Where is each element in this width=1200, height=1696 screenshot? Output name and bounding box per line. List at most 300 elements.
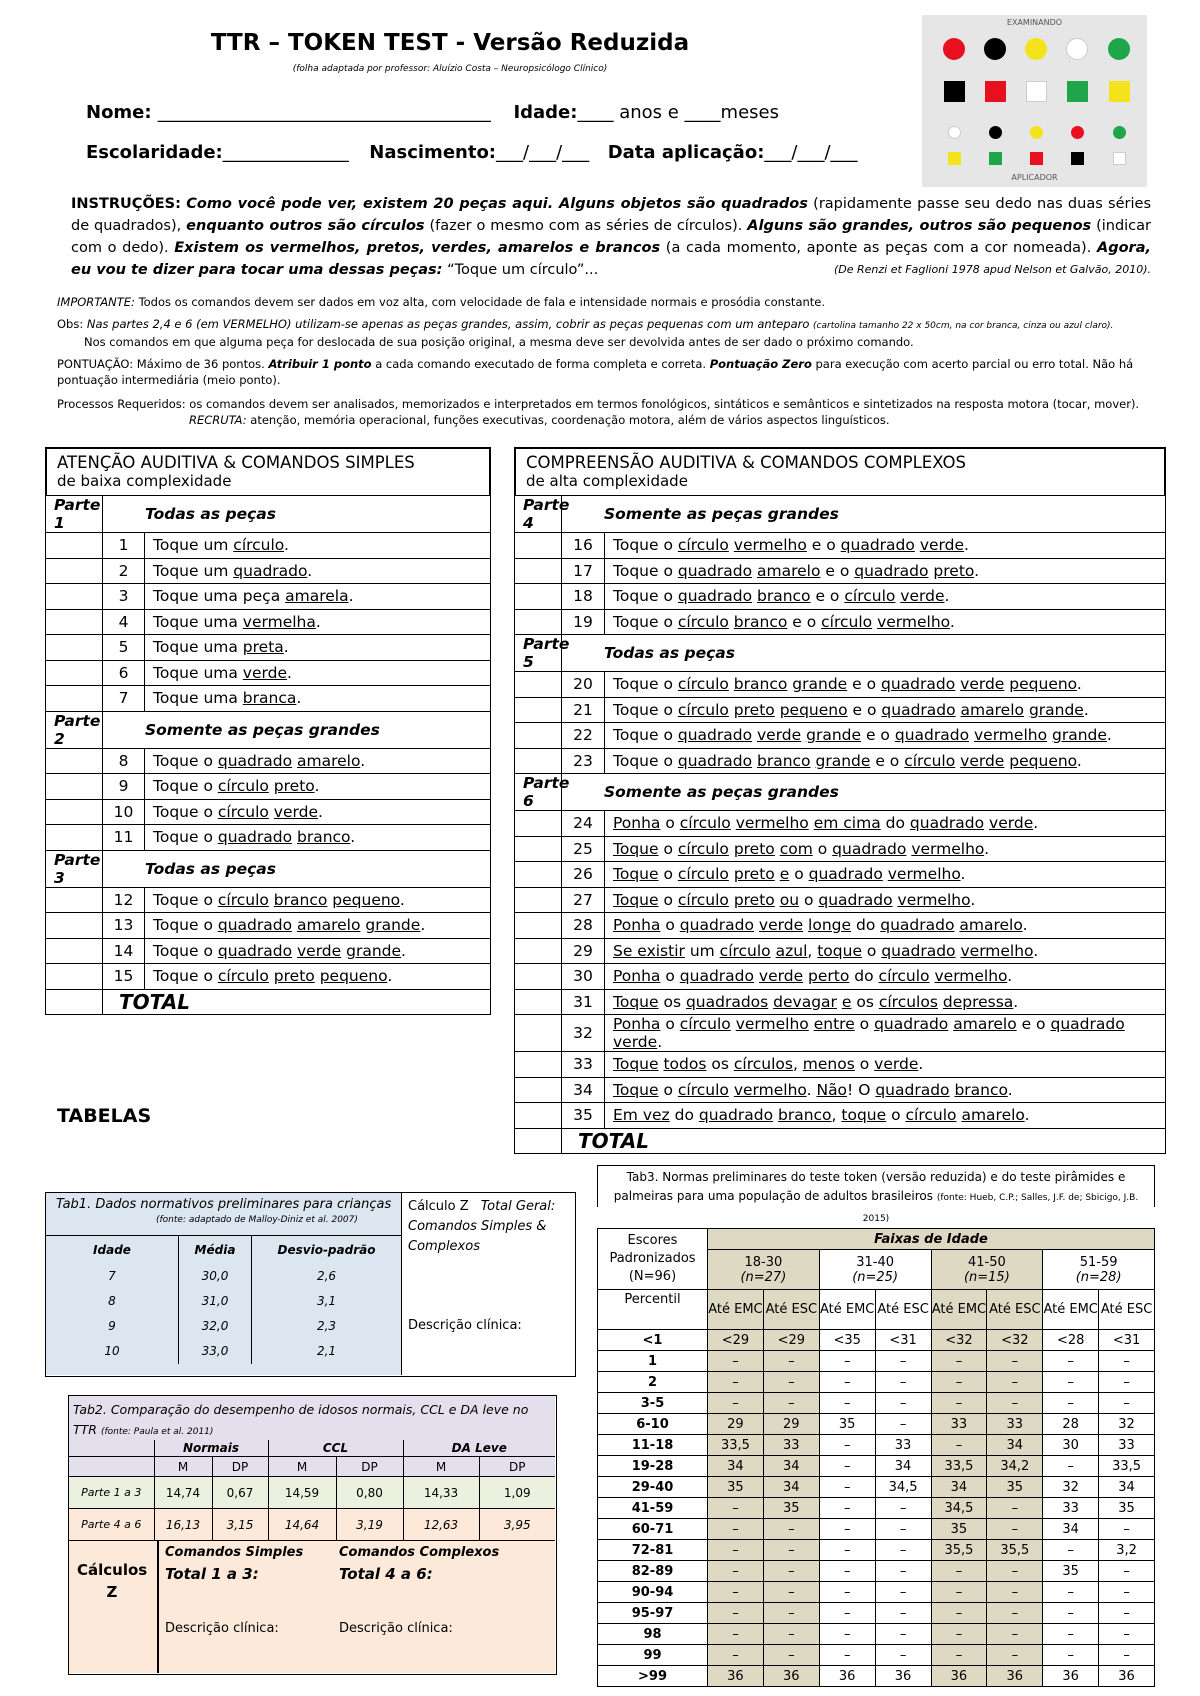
- tab3-cell: 33: [931, 1414, 987, 1435]
- tab3-cell: –: [819, 1603, 875, 1624]
- recruta-label: RECRUTA:: [189, 413, 247, 427]
- tab3-cell: –: [1043, 1351, 1099, 1372]
- tab3-cell: –: [1043, 1645, 1099, 1666]
- tab3-cell: 34: [875, 1456, 931, 1477]
- tab3-cell: –: [1043, 1582, 1099, 1603]
- simple-commands-section: [45, 447, 491, 1015]
- tab3-cell: –: [987, 1603, 1043, 1624]
- tab3-cell: 29: [708, 1414, 764, 1435]
- tab1-cell: 2,3: [316, 1319, 337, 1333]
- yellow-circle-token: [1030, 126, 1043, 139]
- nascimento-label: Nascimento:: [369, 142, 497, 163]
- tab1-cell: 7: [46, 1264, 179, 1289]
- tab3-cell: –: [1099, 1582, 1155, 1603]
- tab3-percentile-cell: >99: [598, 1666, 708, 1687]
- tab3-cell: –: [763, 1393, 819, 1414]
- instr-text-3: enquanto outros são círculos: [186, 218, 425, 234]
- tab1-cell: 9: [46, 1314, 179, 1339]
- tab3-cell: 36: [987, 1666, 1043, 1687]
- tab3-percentile-cell: 11-18: [598, 1435, 708, 1456]
- token-kit-figure: [922, 15, 1147, 187]
- important-text: Todos os comandos devem ser dados em voz alta, com velocidade de fala e intensidade normais e prosódia constante.: [138, 295, 826, 309]
- red-circle-token: [943, 38, 965, 60]
- complex-commands-section: [514, 447, 1166, 1154]
- green-square-token: [989, 152, 1002, 165]
- pont-4: Pontuação Zero: [709, 357, 812, 371]
- tab1-cell: 33,0: [179, 1339, 252, 1364]
- tab3-cell: –: [708, 1540, 764, 1561]
- tab3-row: [598, 1414, 1155, 1435]
- tab2-clin2: Descrição clínica:: [339, 1621, 453, 1636]
- simple-total: TOTAL: [103, 989, 491, 1015]
- tab3-cell: 36: [819, 1666, 875, 1687]
- tab3-row: [598, 1435, 1155, 1456]
- tab2-sub: M: [154, 1457, 212, 1477]
- tab3-cell: –: [931, 1435, 987, 1456]
- tab3-cell: –: [1043, 1456, 1099, 1477]
- tab3-percentile-cell: 29-40: [598, 1477, 708, 1498]
- tab2-sub: M: [403, 1457, 479, 1477]
- tab3-cell: 28: [1043, 1414, 1099, 1435]
- tab3-cell: –: [931, 1351, 987, 1372]
- tab3-cell: –: [987, 1582, 1043, 1603]
- tab3-cell: –: [875, 1603, 931, 1624]
- tab3-cell: 33,5: [1099, 1456, 1155, 1477]
- tab3-cell: 30: [1043, 1435, 1099, 1456]
- tab3-cell: 33: [987, 1414, 1043, 1435]
- tab3-row: [598, 1456, 1155, 1477]
- tab3-cell: –: [819, 1582, 875, 1603]
- tab3-cell: –: [987, 1372, 1043, 1393]
- tab3-cell: 34: [763, 1456, 819, 1477]
- tab3-cell: –: [763, 1519, 819, 1540]
- tab3-cell: 34: [708, 1456, 764, 1477]
- green-circle-token: [1108, 38, 1130, 60]
- tab3-cell: 35: [763, 1498, 819, 1519]
- yellow-square-token: [948, 152, 961, 165]
- tab3-cell: –: [708, 1603, 764, 1624]
- instr-text-5: Alguns são grandes, outros são pequenos: [747, 218, 1092, 234]
- tab3-cell: –: [763, 1603, 819, 1624]
- tab3-cell: –: [931, 1582, 987, 1603]
- tab3-row: [598, 1477, 1155, 1498]
- form-row-2: [86, 142, 858, 163]
- tab3-cell: 36: [931, 1666, 987, 1687]
- tab3-cell: –: [875, 1582, 931, 1603]
- tab3-cell: <31: [875, 1330, 931, 1351]
- tab3-cell: 36: [708, 1666, 764, 1687]
- simple-heading: ATENÇÃO AUDITIVA & COMANDOS SIMPLES: [57, 453, 415, 472]
- tab3-cell: 35: [708, 1477, 764, 1498]
- data-aplicacao-field[interactable]: ___/___/___: [764, 142, 858, 163]
- tab3-cell: –: [819, 1393, 875, 1414]
- tab3-cell: –: [931, 1624, 987, 1645]
- note-important: [57, 294, 1157, 310]
- tab3-cell: 36: [875, 1666, 931, 1687]
- tab3-cell: 36: [763, 1666, 819, 1687]
- tab3-cell: 32: [1099, 1414, 1155, 1435]
- obs-text-2: Nos comandos em que alguma peça for deslocada de sua posição original, a mesma deve ser devolvida antes de ser dado o próximo comando.: [84, 335, 914, 349]
- tab1-cell: 2,6: [316, 1269, 337, 1283]
- tab3-row: [598, 1582, 1155, 1603]
- nascimento-field[interactable]: ___/___/___: [496, 142, 590, 163]
- tab1-cell: 2,1: [316, 1344, 337, 1358]
- tab3-cell: –: [819, 1561, 875, 1582]
- instr-text-2: (rapidamente passe seu dedo nas duas séries de quadrados),: [71, 196, 1151, 234]
- tab2-cell: 14,33: [403, 1477, 479, 1509]
- tab3-escores: Escores Padronizados (N=96): [598, 1229, 708, 1290]
- obs-text: Nas partes 2,4 e 6 (em VERMELHO) utilizam-se apenas as peças grandes, assim, cobrir as peças pequenas com um anteparo: [86, 317, 810, 331]
- tab1-data: [46, 1193, 402, 1375]
- idade-field[interactable]: ____ anos e ____meses: [577, 102, 779, 123]
- tab3-row: [598, 1603, 1155, 1624]
- tab3-cell: –: [987, 1645, 1043, 1666]
- tab3-cell: –: [1099, 1351, 1155, 1372]
- tab2-sub: DP: [212, 1457, 268, 1477]
- tab3-cell: 35: [931, 1519, 987, 1540]
- tab3-cell: –: [875, 1624, 931, 1645]
- tab3-cell: –: [875, 1372, 931, 1393]
- nome-field[interactable]: _____________________________________: [157, 102, 491, 123]
- tab1-header: Desvio-padrão: [277, 1242, 376, 1257]
- tab2-sub: M: [268, 1457, 336, 1477]
- tab3-percentile-cell: <1: [598, 1330, 708, 1351]
- tab3-body: [598, 1330, 1155, 1687]
- tab3-row: [598, 1540, 1155, 1561]
- tab1-cell: 8: [46, 1289, 179, 1314]
- tab3-range: [931, 1250, 1043, 1290]
- tab3-cell: 34,2: [987, 1456, 1043, 1477]
- tab3-cell: 35: [819, 1414, 875, 1435]
- tab3-cell: –: [1043, 1372, 1099, 1393]
- white-circle-token: [1066, 38, 1088, 60]
- tab1-cell: 30,0: [179, 1264, 252, 1289]
- tab2-cell: 14,59: [268, 1477, 336, 1509]
- idade-label: Idade:: [513, 102, 578, 123]
- red-circle-token: [1071, 126, 1084, 139]
- tab3-cell: 36: [1099, 1666, 1155, 1687]
- tab3-cell: <28: [1043, 1330, 1099, 1351]
- tab3-cell: –: [819, 1519, 875, 1540]
- obs-small: (cartolina tamanho 22 x 50cm, na cor branca, cinza ou azul claro).: [813, 321, 1114, 331]
- tab3-cell: –: [819, 1477, 875, 1498]
- tab3-cell: –: [875, 1393, 931, 1414]
- black-square-token: [944, 81, 965, 102]
- tab3-title-box: [597, 1165, 1155, 1224]
- tab2-cell: 14,74: [154, 1477, 212, 1509]
- tab3-cell: 35: [1099, 1498, 1155, 1519]
- tab3-cell: –: [819, 1435, 875, 1456]
- tab3-cell: –: [708, 1498, 764, 1519]
- tab3-cell: 36: [1043, 1666, 1099, 1687]
- pont-1: Máximo de 36 pontos.: [136, 357, 265, 371]
- tab3-percentile-cell: 90-94: [598, 1582, 708, 1603]
- complex-heading: COMPREENSÃO AUDITIVA & COMANDOS COMPLEXOS: [526, 453, 966, 472]
- complex-subheading: de alta complexidade: [526, 472, 688, 490]
- tab3-cell: –: [763, 1561, 819, 1582]
- tab2-calc-label: Cálculos Z: [77, 1561, 148, 1601]
- tab3-range-label: 31-40: [856, 1254, 895, 1270]
- tab3-row: [598, 1372, 1155, 1393]
- tab3-cell: –: [708, 1519, 764, 1540]
- kit-top-label: EXAMINANDO: [1006, 18, 1063, 27]
- complex-total: TOTAL: [562, 1128, 1166, 1154]
- tab2-total13: Total 1 a 3:: [165, 1565, 259, 1583]
- tab2-sub: DP: [336, 1457, 403, 1477]
- instr-text-7: Existem os vermelhos, pretos, verdes, amarelos e brancos: [174, 240, 661, 256]
- tab3-cell: –: [987, 1351, 1043, 1372]
- tab3-cell: –: [708, 1645, 764, 1666]
- tab3-range-n: (n=27): [740, 1269, 787, 1285]
- page-subtitle: (folha adaptada por professor: Aluízio Costa – Neuropsicólogo Clínico): [292, 64, 608, 74]
- tab3-cell: –: [819, 1456, 875, 1477]
- tab3-cell: –: [819, 1351, 875, 1372]
- tab2-simples: Comandos Simples: [165, 1545, 304, 1560]
- tab2-cell: 0,80: [336, 1477, 403, 1509]
- tab2-cell: 3,95: [479, 1509, 555, 1541]
- tab2-cell: 0,67: [212, 1477, 268, 1509]
- tab3-cell: 35,5: [931, 1540, 987, 1561]
- tab3-percentile-cell: 99: [598, 1645, 708, 1666]
- tab3-cell: –: [1099, 1645, 1155, 1666]
- calc-total-label: Total Geral:: [480, 1199, 556, 1214]
- tab3-cell: –: [987, 1393, 1043, 1414]
- tab3-range: [708, 1250, 820, 1290]
- white-circle-token: [948, 126, 961, 139]
- yellow-square-token: [1109, 81, 1130, 102]
- tab3-percentile-cell: 2: [598, 1372, 708, 1393]
- complex-commands-header: [514, 447, 1166, 495]
- note-processos: [57, 396, 1157, 428]
- tab3-range-n: (n=25): [852, 1269, 899, 1285]
- tab3-cell: –: [763, 1582, 819, 1603]
- instr-text-6: (indicar com o dedo).: [71, 218, 1152, 256]
- tab3-cell: –: [931, 1645, 987, 1666]
- tab3-cell: –: [819, 1540, 875, 1561]
- tab3-percentile-cell: 60-71: [598, 1519, 708, 1540]
- nome-label: Nome:: [86, 102, 152, 123]
- tab3-cell: –: [875, 1351, 931, 1372]
- tab3-cell: 35: [1043, 1561, 1099, 1582]
- pont-2: Atribuir 1 ponto: [268, 357, 372, 371]
- tab3-cell: 33: [1043, 1498, 1099, 1519]
- tab3-cell: 33,5: [708, 1435, 764, 1456]
- tab2-divider: [157, 1541, 159, 1673]
- tab2-cell: 12,63: [403, 1509, 479, 1541]
- tab2-source: (fonte: Paula et al. 2011): [100, 1427, 214, 1437]
- black-circle-token: [989, 126, 1002, 139]
- pont-3: a cada comando executado de forma completa e correta.: [375, 357, 707, 371]
- tab3-cell: –: [1099, 1624, 1155, 1645]
- part-label: Parte 1: [46, 496, 103, 533]
- tab3-row: [598, 1645, 1155, 1666]
- tab3-range-label: 41-50: [967, 1254, 1006, 1270]
- tab2-title: [73, 1400, 553, 1442]
- white-square-token: [1026, 81, 1047, 102]
- tab3-cell: –: [708, 1561, 764, 1582]
- tab3-emc: Até EMC: [931, 1290, 987, 1330]
- tab3-cell: –: [708, 1582, 764, 1603]
- tab3-percentile-cell: 82-89: [598, 1561, 708, 1582]
- note-obs: [57, 316, 1157, 350]
- tab1-calc: [408, 1197, 568, 1257]
- instr-text-10: “Toque um círculo”...: [447, 262, 599, 278]
- tab2-table: [69, 1440, 555, 1541]
- tab3-cell: –: [819, 1624, 875, 1645]
- tab3-cell: –: [819, 1498, 875, 1519]
- important-label: IMPORTANTE:: [57, 295, 135, 309]
- tab3-cell: –: [875, 1414, 931, 1435]
- tab3-cell: 34: [1099, 1477, 1155, 1498]
- tab3-cell: 33: [763, 1435, 819, 1456]
- tab3-percentile-cell: 95-97: [598, 1603, 708, 1624]
- tab3-cell: <29: [763, 1330, 819, 1351]
- complex-commands-table: Parte 4 Somente as peças grandes 16 Toque o círculo vermelho e o quadrado verde. 17 Toque o quadrado amarelo e o quadrado preto. 18 Toque o quadrado branco e o círculo verde. 19 Toque o círculo branco e o círculo vermelho. Parte 5 Todas as peças 20 Toque o círculo branco grande e o quadrado verde pequeno. 21 Toque o círculo preto pequeno e o quadrado amarelo grande. 22 Toque o quadrado verde grande e o quadrado vermelho grande. 23 Toque o quadrado branco grande e o círculo verde pequeno. Parte 6 Somente as peças grandes 24 Ponha o círculo vermelho em cima do quadrado verde. 25 Toque o círculo preto com o quadrado vermelho. 26 Toque o círculo preto e o quadrado vermelho. 27 Toque o círculo preto ou o quadrado vermelho. 28 Ponha o quadrado verde longe do quadrado amarelo. 29 Se existir um círculo azul, toque o quadrado vermelho. 30 Ponha o quadrado verde perto do círculo vermelho. 31 Toque os quadrados devagar e os círculos depressa. 32 Ponha o círculo vermelho entre o quadrado amarelo e o quadrado verde. 33 Toque todos os círculos, menos o verde. 34 Toque o círculo vermelho. Não! O quadrado branco. 35 Em vez do quadrado branco, toque o círculo amarelo. TOTAL: [514, 495, 1166, 1154]
- tab3-cell: –: [819, 1372, 875, 1393]
- tab3-cell: –: [708, 1372, 764, 1393]
- red-square-token: [1030, 152, 1043, 165]
- tab3-cell: 34: [763, 1477, 819, 1498]
- tab3-row: [598, 1519, 1155, 1540]
- black-circle-token: [984, 38, 1006, 60]
- tab2-sub: DP: [479, 1457, 555, 1477]
- note-pontuacao: [57, 356, 1157, 388]
- tab3-cell: –: [708, 1351, 764, 1372]
- escolaridade-label: Escolaridade:: [86, 142, 223, 163]
- tab3-cell: 3,2: [1099, 1540, 1155, 1561]
- tab1-box: [45, 1192, 576, 1377]
- tab1-header: Idade: [46, 1236, 179, 1264]
- tab3-cell: –: [931, 1561, 987, 1582]
- tab3-cell: –: [1043, 1393, 1099, 1414]
- tab3-cell: –: [763, 1351, 819, 1372]
- tab3-cell: –: [763, 1540, 819, 1561]
- tab3-cell: 35,5: [987, 1540, 1043, 1561]
- tab2-cell: 3,15: [212, 1509, 268, 1541]
- tab3-cell: –: [708, 1393, 764, 1414]
- green-circle-token: [1113, 126, 1126, 139]
- simple-commands-table: Parte 1 Todas as peças 1 Toque um círculo. 2 Toque um quadrado. 3 Toque uma peça amarela. 4 Toque uma vermelha. 5 Toque uma preta. 6 Toque uma verde. 7 Toque uma branca. Parte 2 Somente as peças grandes 8 Toque o quadrado amarelo. 9 Toque o círculo preto. 10 Toque o círculo verde. 11 Toque o quadrado branco. Parte 3 Todas as peças 12 Toque o círculo branco pequeno. 13 Toque o quadrado amarelo grande. 14 Toque o quadrado verde grande. 15 Toque o círculo preto pequeno. TOTAL: [45, 495, 491, 1015]
- tab2-row-label: Parte 4 a 6: [81, 1518, 142, 1531]
- tab3-cell: –: [875, 1645, 931, 1666]
- tab1-cell: 3,1: [316, 1294, 337, 1308]
- tab3-cell: –: [1099, 1372, 1155, 1393]
- tab3-cell: 33,5: [931, 1456, 987, 1477]
- tabelas-heading: TABELAS: [57, 1105, 152, 1127]
- obs-label: Obs:: [57, 317, 84, 331]
- tab3-emc: Até EMC: [708, 1290, 764, 1330]
- green-square-token: [1067, 81, 1088, 102]
- tab3-row: [598, 1351, 1155, 1372]
- tab3-percentil: Percentil: [598, 1290, 708, 1330]
- tab3-cell: –: [708, 1624, 764, 1645]
- tab3-percentile-cell: 6-10: [598, 1414, 708, 1435]
- tab3-cell: –: [875, 1561, 931, 1582]
- tab3-cell: <32: [931, 1330, 987, 1351]
- tab3-cell: –: [1043, 1540, 1099, 1561]
- instr-text-9: Agora, eu vou te dizer para tocar uma dessas peças:: [71, 240, 1151, 278]
- tab3-range-n: (n=15): [963, 1269, 1010, 1285]
- instr-text-4: (fazer o mesmo com as séries de círculos).: [429, 218, 743, 234]
- tab2-title-text: Tab2. Comparação do desempenho de idosos normais, CCL e DA leve no TTR: [73, 1402, 529, 1437]
- tab3-cell: –: [931, 1393, 987, 1414]
- tab3-cell: –: [931, 1372, 987, 1393]
- tab3-percentile-cell: 3-5: [598, 1393, 708, 1414]
- tab3-faixas: Faixas de Idade: [708, 1229, 1155, 1250]
- tab3-cell: 32: [1043, 1477, 1099, 1498]
- tab2-box: [68, 1395, 557, 1675]
- tab3-cell: –: [875, 1498, 931, 1519]
- simple-subheading: de baixa complexidade: [57, 472, 232, 490]
- tab3-row: [598, 1498, 1155, 1519]
- calc-desc: Comandos Simples & Complexos: [408, 1219, 547, 1254]
- tab3-percentile-cell: 19-28: [598, 1456, 708, 1477]
- tab1-title: Tab1. Dados normativos preliminares para crianças: [56, 1197, 392, 1212]
- tab2-clin1: Descrição clínica:: [165, 1621, 279, 1636]
- tab2-cell: 1,09: [479, 1477, 555, 1509]
- tab3-row: [598, 1561, 1155, 1582]
- tab3-esc: Até ESC: [763, 1290, 819, 1330]
- tab3-cell: <29: [708, 1330, 764, 1351]
- red-square-token: [985, 81, 1006, 102]
- tab3-cell: –: [987, 1498, 1043, 1519]
- tab3-row: [598, 1393, 1155, 1414]
- white-square-token: [1113, 152, 1126, 165]
- tab3-source: (fonte: Hueb, C.P.; Salles, J.F. de; Sbicigo, J.B. 2015): [862, 1193, 1139, 1224]
- instr-label: INSTRUÇÕES:: [71, 196, 181, 212]
- tab1-cell: 10: [46, 1339, 179, 1364]
- tab3-range-label: 51-59: [1079, 1254, 1118, 1270]
- tab3-cell: –: [1043, 1603, 1099, 1624]
- tab3-cell: –: [987, 1624, 1043, 1645]
- tab3-cell: –: [1099, 1393, 1155, 1414]
- tab2-group: DA Leve: [403, 1440, 555, 1457]
- tab3-esc: Até ESC: [875, 1290, 931, 1330]
- tab3-cell: –: [1099, 1603, 1155, 1624]
- tab3-cell: 34,5: [931, 1498, 987, 1519]
- tab2-complexos: Comandos Complexos: [339, 1545, 500, 1560]
- yellow-circle-token: [1025, 38, 1047, 60]
- tab3-cell: –: [875, 1540, 931, 1561]
- form-row-1: [86, 102, 779, 123]
- calc-z-label: Cálculo Z: [408, 1199, 469, 1214]
- data-aplicacao-label: Data aplicação:: [607, 142, 765, 163]
- tab3-cell: –: [1099, 1519, 1155, 1540]
- tab1-clinical: Descrição clínica:: [408, 1318, 522, 1333]
- black-square-token: [1071, 152, 1084, 165]
- escolaridade-field[interactable]: ______________: [222, 142, 349, 163]
- tab3-range: [819, 1250, 931, 1290]
- tab3-cell: <35: [819, 1330, 875, 1351]
- tab1-table: [46, 1235, 401, 1364]
- tab2-row-label: Parte 1 a 3: [81, 1486, 142, 1499]
- tab3-emc: Até EMC: [1043, 1290, 1099, 1330]
- tab3-cell: 33: [875, 1435, 931, 1456]
- tab3-emc: Até EMC: [819, 1290, 875, 1330]
- tab3-row: [598, 1666, 1155, 1687]
- tab3-cell: 34: [1043, 1519, 1099, 1540]
- tab2-cell: 16,13: [154, 1509, 212, 1541]
- tab3-cell: –: [1099, 1561, 1155, 1582]
- tab3-esc: Até ESC: [987, 1290, 1043, 1330]
- tab3-row: [598, 1330, 1155, 1351]
- tab1-cell: 32,0: [179, 1314, 252, 1339]
- tab2-group: CCL: [268, 1440, 403, 1457]
- simple-commands-header: [45, 447, 491, 495]
- instructions: [71, 193, 1151, 281]
- tab3-cell: –: [763, 1372, 819, 1393]
- tab3-range-n: (n=28): [1075, 1269, 1122, 1285]
